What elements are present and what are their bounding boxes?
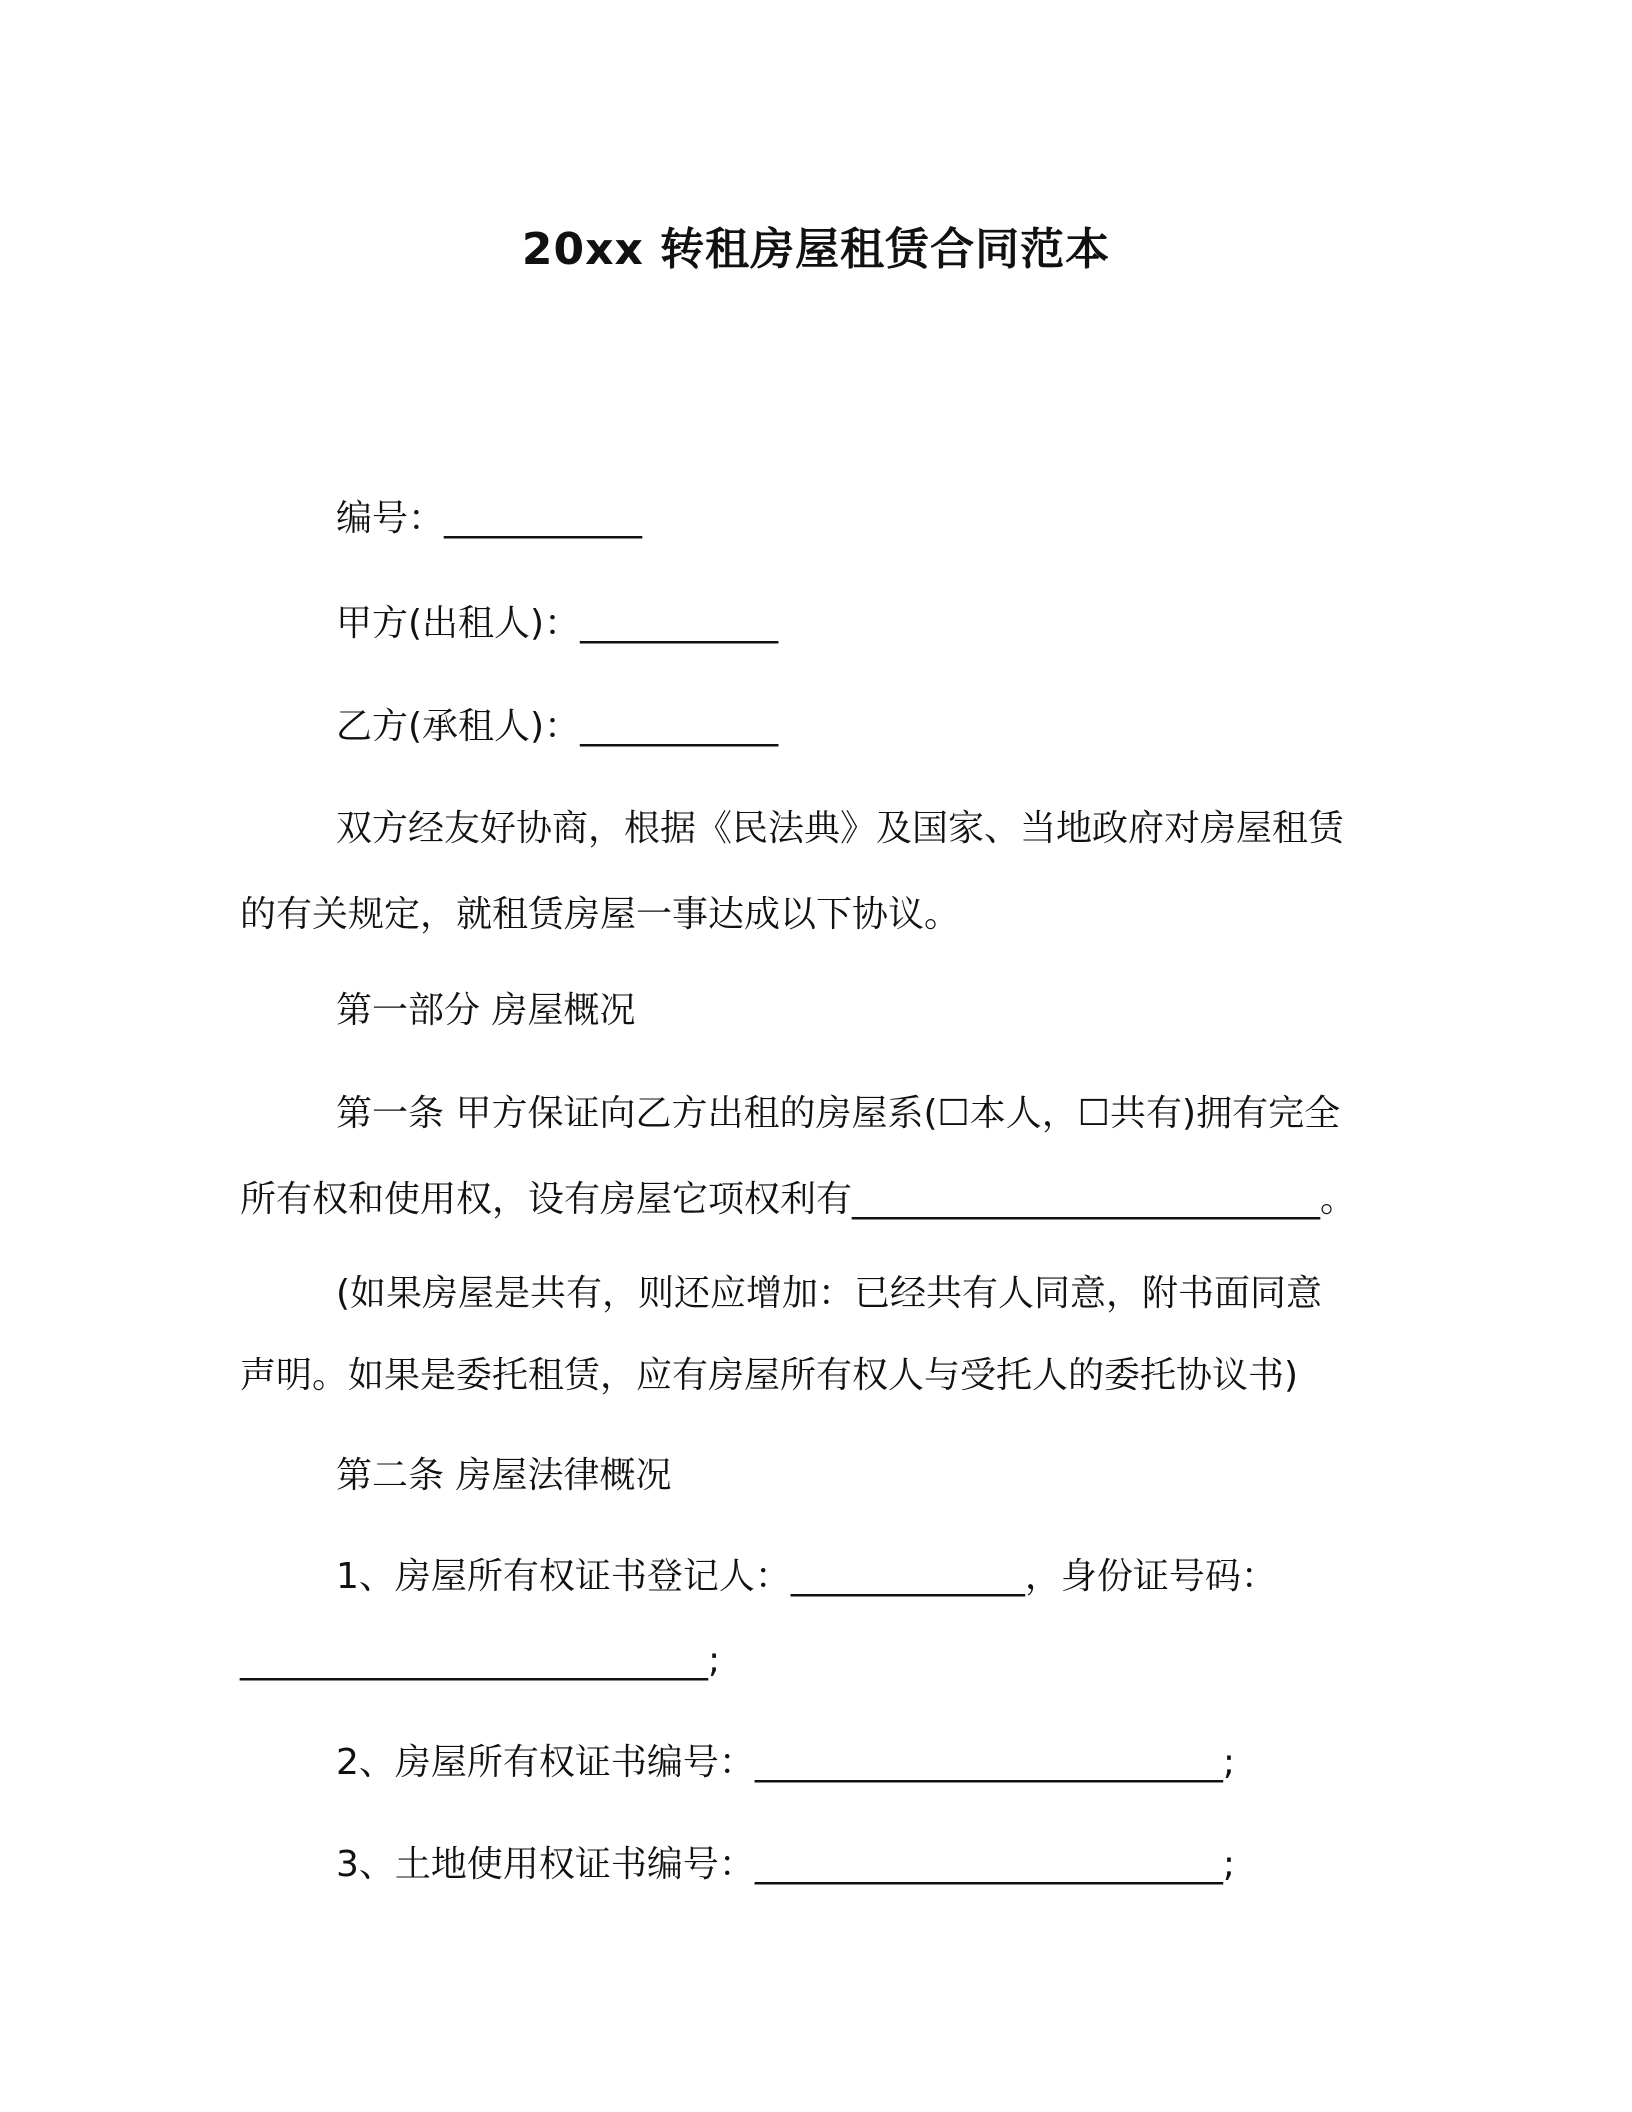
note-line-1 xyxy=(240,1251,1400,1337)
note-line-2 xyxy=(240,1333,1400,1419)
article1-text-1: 第一条 甲方保证向乙方出租的房屋系(☐本人，☐共有)拥有完全 xyxy=(336,1093,1341,1134)
part1-heading-text: 第一部分 房屋概况 xyxy=(336,990,636,1031)
document-title: 20xx 转租房屋租赁合同范本 xyxy=(521,224,1111,275)
item1-text-2: __________________________; xyxy=(240,1640,721,1681)
item2-text: 2、房屋所有权证书编号：__________________________; xyxy=(336,1742,1236,1783)
party-b-text: 乙方(承租人)：___________ xyxy=(336,706,779,747)
article1-text-2: 所有权和使用权，设有房屋它项权利有__________________________。 xyxy=(240,1179,1357,1220)
item1-text-1: 1、房屋所有权证书登记人：_____________，身份证号码： xyxy=(336,1556,1277,1597)
item3-line xyxy=(240,1822,1400,1908)
party-a-text: 甲方(出租人)：___________ xyxy=(336,603,779,644)
party-b-line xyxy=(240,684,1400,770)
item2-line xyxy=(240,1720,1400,1806)
item1-line-2 xyxy=(240,1618,1400,1704)
item1-line-1 xyxy=(240,1534,1400,1620)
intro-line-2 xyxy=(240,872,1400,958)
item3-text: 3、土地使用权证书编号：__________________________; xyxy=(336,1844,1236,1885)
note-text-2: 声明。如果是委托租赁，应有房屋所有权人与受托人的委托协议书) xyxy=(240,1355,1299,1396)
article2-heading xyxy=(240,1433,1400,1519)
article1-line-1 xyxy=(240,1071,1400,1157)
party-a-line xyxy=(240,581,1400,667)
contract-number-text: 编号：___________ xyxy=(336,498,643,539)
article2-heading-text: 第二条 房屋法律概况 xyxy=(336,1455,672,1496)
intro-text-2: 的有关规定，就租赁房屋一事达成以下协议。 xyxy=(240,894,961,935)
intro-text-1: 双方经友好协商，根据《民法典》及国家、当地政府对房屋租赁 xyxy=(336,808,1345,849)
contract-number-line xyxy=(240,476,1400,562)
part1-heading xyxy=(240,968,1400,1054)
article1-line-2 xyxy=(240,1157,1400,1243)
note-text-1: (如果房屋是共有，则还应增加：已经共有人同意，附书面同意 xyxy=(336,1273,1323,1314)
intro-line-1 xyxy=(240,786,1400,872)
